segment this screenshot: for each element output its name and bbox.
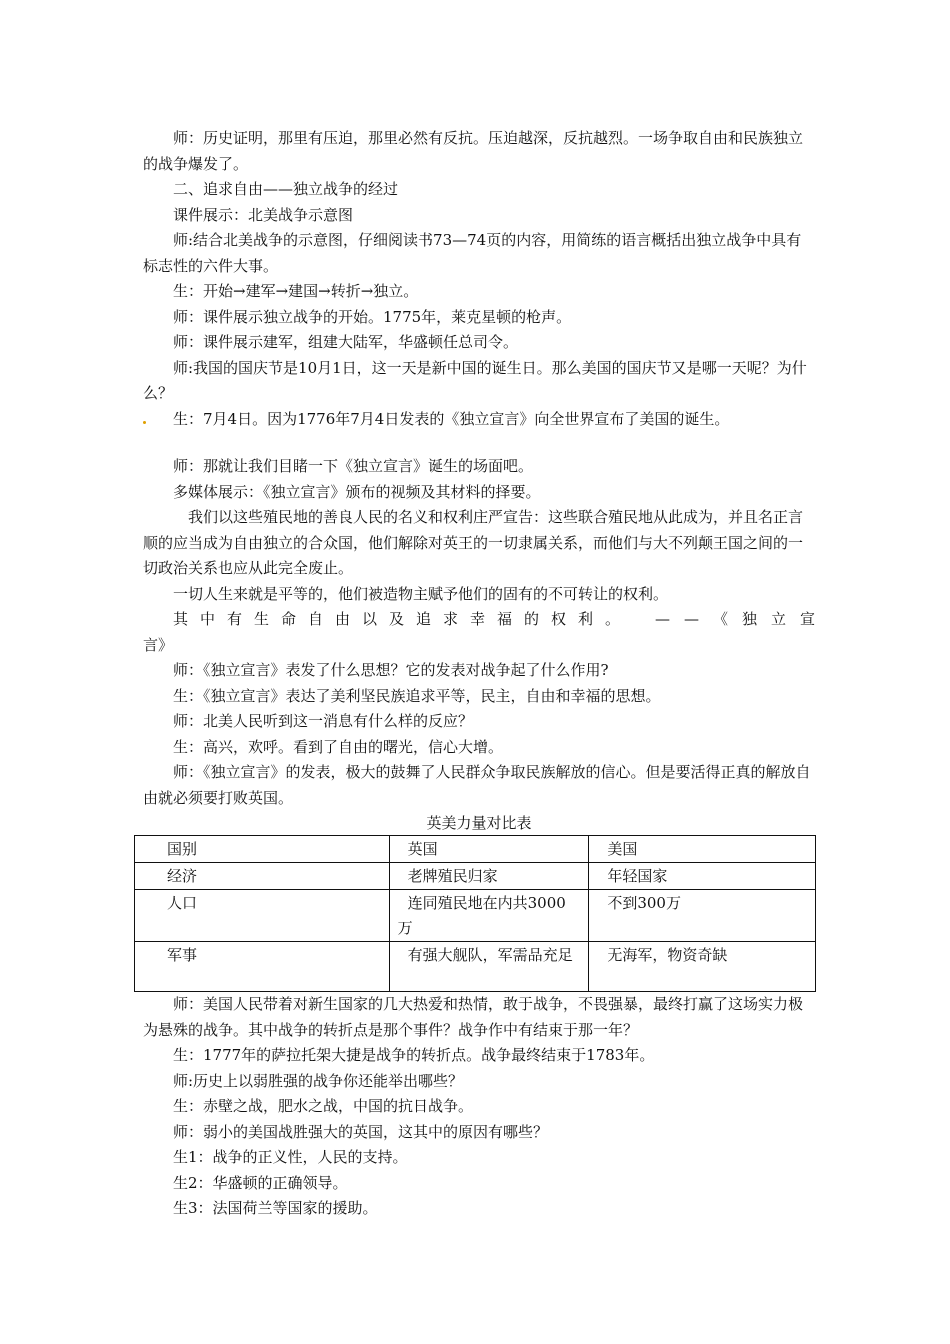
comparison-table — [134, 835, 816, 992]
paragraph: 生2：华盛顿的正确领导。 — [173, 1173, 348, 1192]
table-header-row — [135, 836, 816, 863]
table-header-cell: 美国 — [589, 836, 816, 863]
paragraph: 多媒体展示：《独立宣言》颁布的视频及其材料的择要。 — [173, 482, 541, 501]
paragraph: 师：《独立宣言》的发表，极大的鼓舞了人民群众争取民族解放的信心。但是要活得正真的解放自由就必须要打败英国。 — [143, 763, 811, 807]
blank-line — [143, 432, 815, 454]
paragraph: 生：赤壁之战，肥水之战，中国的抗日战争。 — [173, 1097, 474, 1115]
paragraph: 生：开始→建军→建国→转折→独立。 — [173, 282, 419, 300]
table-row — [135, 890, 816, 942]
table-title: 英美力量对比表 — [426, 814, 532, 832]
paragraph: 师:我国的国庆节是10月1日，这一天是新中国的诞生日。那么美国的国庆节又是哪一天呢？为什么？ — [143, 358, 807, 402]
paragraph: 生：1777年的萨拉托架大捷是战争的转折点。战争最终结束于1783年。 — [173, 1046, 655, 1064]
table-cell: 老牌殖民归家 — [389, 863, 589, 890]
quote-source-continued: 言》 — [143, 635, 174, 654]
table-row — [135, 863, 816, 890]
section-heading: 二、追求自由——独立战争的经过 — [173, 180, 399, 198]
paragraph: 生1：战争的正义性，人民的支持。 — [173, 1148, 408, 1166]
table-cell: 军事 — [135, 942, 390, 992]
paragraph: 师：课件展示建军，组建大陆军，华盛顿任总司令。 — [173, 333, 519, 351]
paragraph: 师：那就让我们目睹一下《独立宣言》诞生的场面吧。 — [173, 457, 534, 475]
paragraph: 生：《独立宣言》表达了美利坚民族追求平等，民主，自由和幸福的思想。 — [173, 686, 661, 705]
quote-paragraph: 一切人生来就是平等的，他们被造物主赋予他们的固有的不可转让的权利。 — [173, 584, 669, 603]
table-cell: 人口 — [135, 890, 390, 942]
table-cell: 年轻国家 — [589, 863, 816, 890]
quote-text: 其中有生命自由以及追求幸福的权利。 — [173, 610, 633, 628]
quote-paragraph — [143, 607, 829, 633]
paragraph: 生：高兴，欢呼。看到了自由的曙光，信心大增。 — [173, 737, 504, 756]
table-row — [135, 942, 816, 992]
document-body — [143, 126, 829, 1222]
table-cell: 连同殖民地在内共3000万 — [389, 890, 589, 942]
paragraph: 生3：法国荷兰等国家的援助。 — [173, 1199, 378, 1217]
quote-source: ——《独立宣 — [654, 610, 829, 628]
table-cell: 有强大舰队，军需品充足 — [389, 942, 589, 992]
paragraph: 课件展示：北美战争示意图 — [173, 205, 354, 224]
table-header-cell: 英国 — [389, 836, 589, 863]
paragraph: 师:结合北美战争的示意图，仔细阅读书73—74页的内容，用简练的语言概括出独立战争中具有标志性的六件大事。 — [143, 231, 802, 275]
quote-paragraph: 我们以这些殖民地的善良人民的名义和权利庄严宣告：这些联合殖民地从此成为，并且名正言顺的应当成为自由独立的合众国，他们解除对英王的一切隶属关系，而他们与大不列颠王国之间的一切政治关系也应从此完全废止。 — [143, 508, 804, 577]
paragraph: 师:历史上以弱胜强的战争你还能举出哪些？ — [173, 1071, 464, 1090]
table-cell: 经济 — [135, 863, 390, 890]
table-cell: 无海军，物资奇缺 — [589, 942, 816, 992]
paragraph: 生：7月4日。因为1776年7月4日发表的《独立宣言》向全世界宣布了美国的诞生。 — [173, 409, 730, 428]
paragraph: 师：课件展示独立战争的开始。1775年，莱克星顿的枪声。 — [173, 307, 572, 326]
paragraph: 师：弱小的美国战胜强大的英国，这其中的原因有哪些？ — [173, 1122, 549, 1141]
table-header-cell: 国别 — [135, 836, 390, 863]
paragraph: 师：美国人民带着对新生国家的几大热爱和热情，敢于战争，不畏强暴，最终打赢了这场实力极为悬殊的战争。其中战争的转折点是那个事件？战争作中有结束于那一年？ — [143, 995, 804, 1039]
paragraph: 师：《独立宣言》表发了什么思想？它的发表对战争起了什么作用? — [173, 661, 609, 679]
paragraph: 师：历史证明，那里有压迫，那里必然有反抗。压迫越深，反抗越烈。一场争取自由和民族独立的战争爆发了。 — [143, 129, 804, 173]
paragraph: 师：北美人民听到这一消息有什么样的反应？ — [173, 712, 474, 730]
table-cell: 不到300万 — [589, 890, 816, 942]
